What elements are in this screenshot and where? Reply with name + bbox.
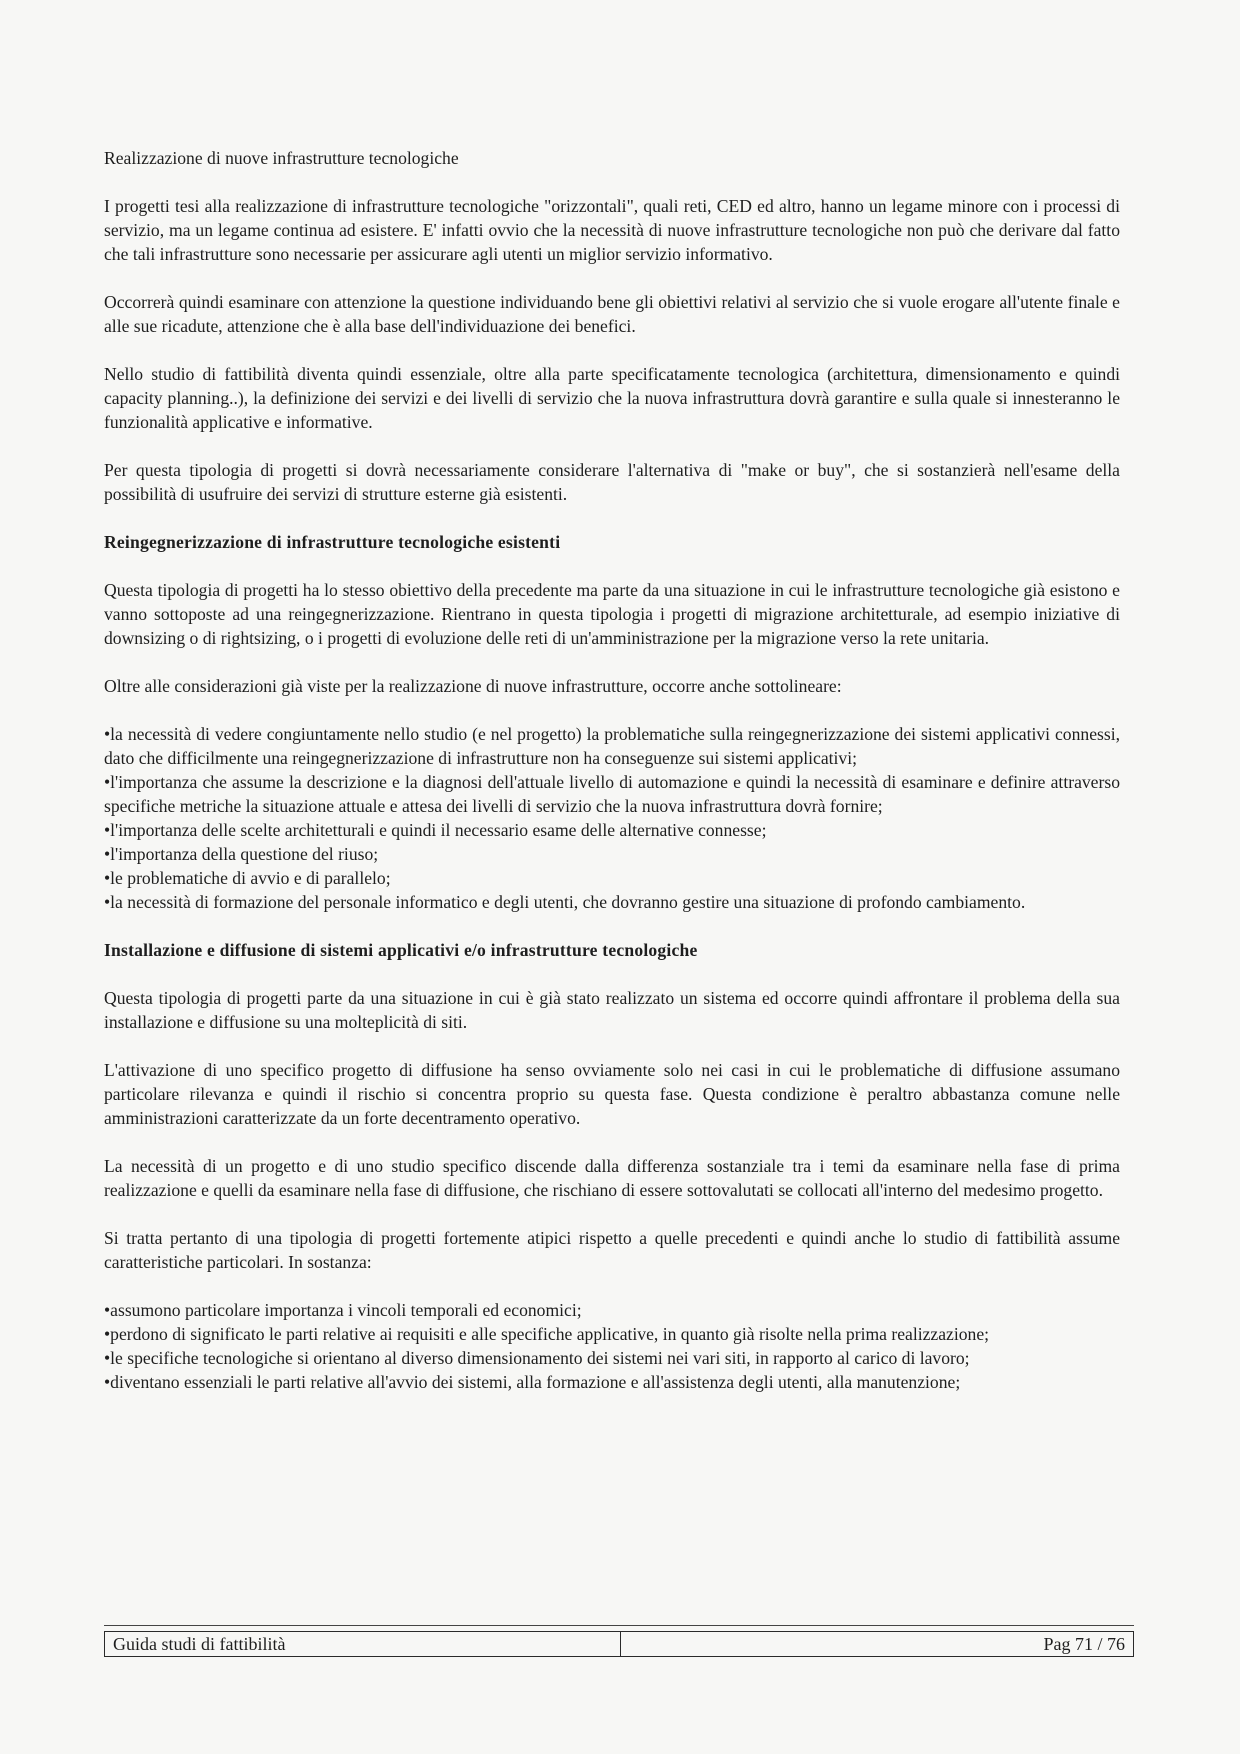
paragraph: Questa tipologia di progetti parte da una situazione in cui è già stato realizzato un sistema ed occorre quindi affrontare il problema della sua installazione e diffusione su una molteplicità di siti. xyxy=(104,988,1120,1032)
section-title-installation: Installazione e diffusione di sistemi applicativi e/o infrastrutture tecnologiche xyxy=(104,940,698,960)
footer-divider xyxy=(104,1625,1134,1626)
paragraph: I progetti tesi alla realizzazione di infrastrutture tecnologiche "orizzontali", quali reti, CED ed altro, hanno un legame minore con i processi di servizio, ma un legame continua ad esistere. E' infatti ovvio che la necessità di nuove infrastrutture tecnologiche non può che derivare dal fatto che tali infrastrutture sono necessarie per assicurare agli utenti un miglior servizio informativo. xyxy=(104,196,1120,264)
section-title-new-infrastructures: Realizzazione di nuove infrastrutture tecnologiche xyxy=(104,148,459,168)
paragraph: Questa tipologia di progetti ha lo stesso obiettivo della precedente ma parte da una situazione in cui le infrastrutture tecnologiche già esistono e vanno sottoposte ad una reingegnerizzazione. Rientrano in questa tipologia i progetti di migrazione architetturale, ad esempio iniziative di downsizing o di rightsizing, o i progetti di evoluzione delle reti di un'amministrazione per la migrazione verso la rete unitaria. xyxy=(104,580,1120,648)
paragraph: Nello studio di fattibilità diventa quindi essenziale, oltre alla parte specificatamente tecnologica (architettura, dimensionamento e quindi capacity planning..), la definizione dei servizi e dei livelli di servizio che la nuova infrastruttura dovrà garantire e sulla quale si innesteranno le funzionalità applicative e informative. xyxy=(104,364,1120,432)
paragraph: Occorrerà quindi esaminare con attenzione la questione individuando bene gli obiettivi relativi al servizio che si vuole erogare all'utente finale e alle sue ricadute, attenzione che è alla base dell'individuazione dei benefici. xyxy=(104,292,1120,336)
paragraph: L'attivazione di uno specifico progetto di diffusione ha senso ovviamente solo nei casi in cui le problematiche di diffusione assumano particolare rilevanza e quindi il rischio si concentra proprio su questa fase. Questa condizione è peraltro abbastanza comune nelle amministrazioni caratterizzate da un forte decentramento operativo. xyxy=(104,1060,1120,1128)
list-item: • diventano essenziali le parti relative all'avvio dei sistemi, alla formazione e all'assistenza degli utenti, alla manutenzione; xyxy=(104,1370,1120,1394)
bullet-list xyxy=(104,1298,1120,1394)
list-item: • l'importanza delle scelte architetturali e quindi il necessario esame delle alternative connesse; xyxy=(104,818,1120,842)
list-item: • le specifiche tecnologiche si orientano al diverso dimensionamento dei sistemi nei vari siti, in rapporto al carico di lavoro; xyxy=(104,1346,1120,1370)
list-item: • perdono di significato le parti relative ai requisiti e alle specifiche applicative, in quanto già risolte nella prima realizzazione; xyxy=(104,1322,1120,1346)
list-item: • la necessità di formazione del personale informatico e degli utenti, che dovranno gestire una situazione di profondo cambiamento. xyxy=(104,890,1120,914)
list-item: • l'importanza che assume la descrizione e la diagnosi dell'attuale livello di automazione e quindi la necessità di esaminare e definire attraverso specifiche metriche la situazione attuale e attesa dei livelli di servizio che la nuova infrastruttura dovrà fornire; xyxy=(104,770,1120,818)
page-body xyxy=(104,146,1120,1418)
paragraph: Oltre alle considerazioni già viste per la realizzazione di nuove infrastrutture, occorre anche sottolineare: xyxy=(104,676,842,696)
list-item: • l'importanza della questione del riuso; xyxy=(104,842,1120,866)
list-item: • la necessità di vedere congiuntamente nello studio (e nel progetto) la problematiche sulla reingegnerizzazione dei sistemi applicativi connessi, dato che difficilmente una reingegnerizzazione di infrastrutture non ha conseguenze sui sistemi applicativi; xyxy=(104,722,1120,770)
paragraph: Per questa tipologia di progetti si dovrà necessariamente considerare l'alternativa di "make or buy", che si sostanzierà nell'esame della possibilità di usufruire dei servizi di strutture esterne già esistenti. xyxy=(104,460,1120,504)
list-item: • assumono particolare importanza i vincoli temporali ed economici; xyxy=(104,1298,1120,1322)
list-item: • le problematiche di avvio e di parallelo; xyxy=(104,866,1120,890)
paragraph: Si tratta pertanto di una tipologia di progetti fortemente atipici rispetto a quelle precedenti e quindi anche lo studio di fattibilità assume caratteristiche particolari. In sostanza: xyxy=(104,1228,1120,1272)
footer-document-title: Guida studi di fattibilità xyxy=(105,1632,621,1656)
bullet-list xyxy=(104,722,1120,914)
page-footer xyxy=(104,1631,1134,1657)
section-title-reengineering: Reingegnerizzazione di infrastrutture tecnologiche esistenti xyxy=(104,532,561,552)
footer-page-number: Pag 71 / 76 xyxy=(1043,1634,1125,1654)
paragraph: La necessità di un progetto e di uno studio specifico discende dalla differenza sostanziale tra i temi da esaminare nella fase di prima realizzazione e quelli da esaminare nella fase di diffusione, che rischiano di essere sottovalutati se collocati all'interno del medesimo progetto. xyxy=(104,1156,1120,1200)
